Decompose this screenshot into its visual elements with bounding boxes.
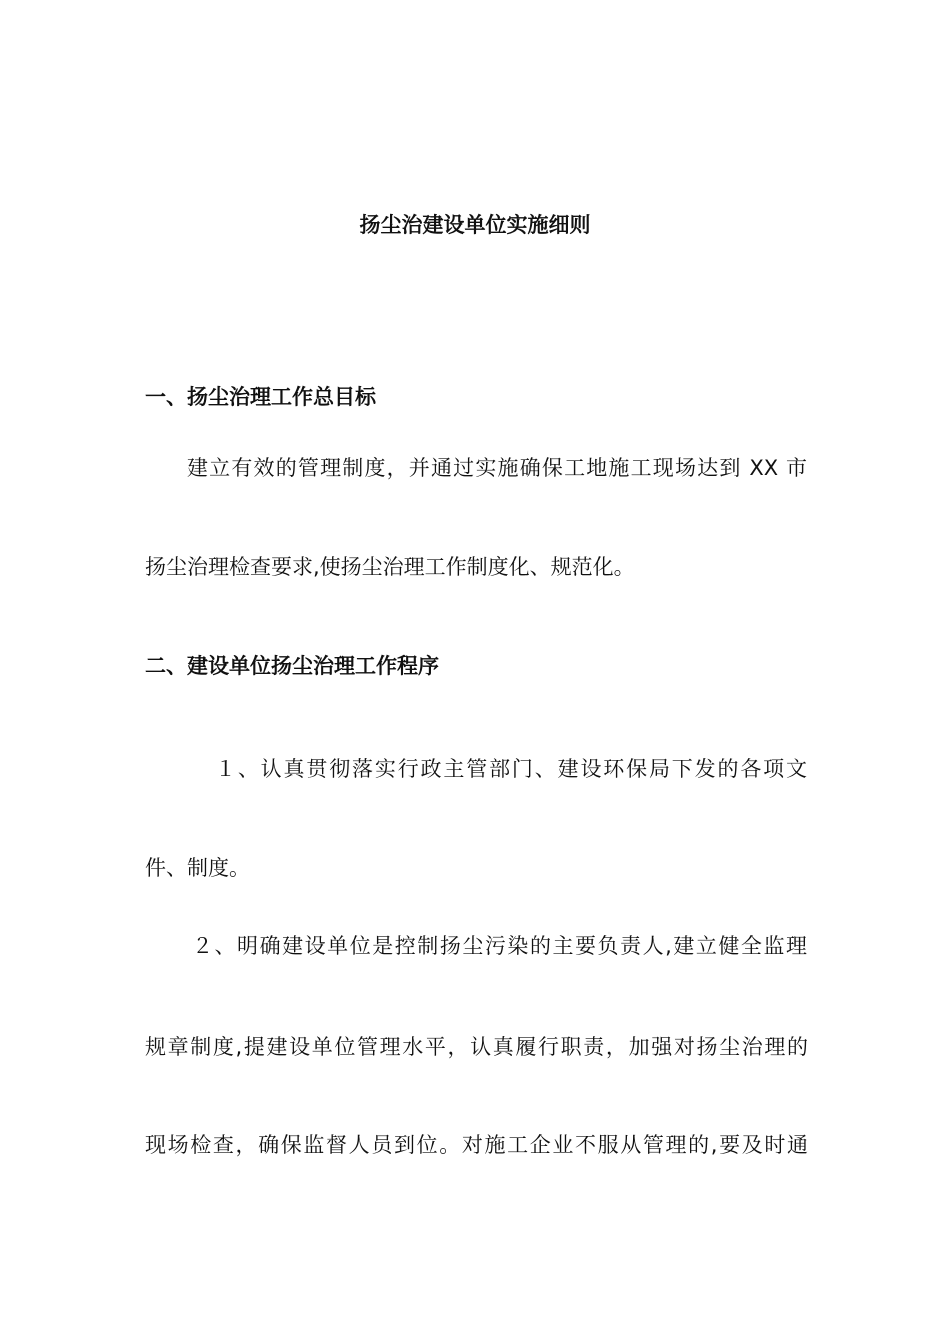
section-1-heading: 一、扬尘治理工作总目标 [145,385,376,409]
item-2-line-2: 规章制度,提建设单位管理水平，认真履行职责，加强对扬尘治理的 [145,1035,808,1059]
document-title: 扬尘治建设单位实施细则 [359,213,591,237]
item-2-line-3: 现场检查，确保监督人员到位。对施工企业不服从管理的,要及时通 [145,1133,808,1157]
item-1-line-1: １、认真贯彻落实行政主管部门、建设环保局下发的各项文 [215,757,807,781]
section-1-paragraph-line-2: 扬尘治理检查要求,使扬尘治理工作制度化、规范化。 [145,555,635,579]
item-2-line-1: ２、明确建设单位是控制扬尘污染的主要负责人,建立健全监理 [192,934,807,958]
item-1-line-2: 件、制度。 [145,856,250,880]
section-1-paragraph-line-1: 建立有效的管理制度，并通过实施确保工地施工现场达到 XX 市 [187,456,807,480]
section-2-heading: 二、建设单位扬尘治理工作程序 [145,654,439,678]
